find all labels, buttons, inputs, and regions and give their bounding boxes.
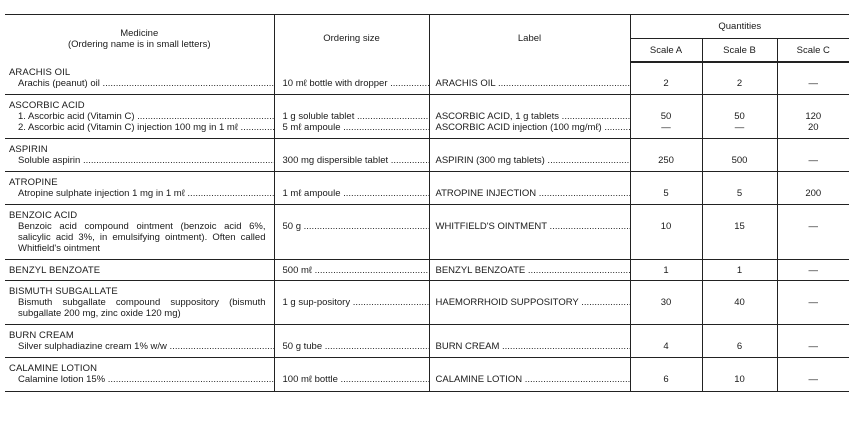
medicine-name: Calamine lotion 15% .....	[5, 374, 274, 392]
group-heading-row	[5, 325, 849, 342]
scale-b-value: —	[702, 122, 777, 139]
label-text: CALAMINE LOTION .....	[429, 374, 630, 392]
medicine-name: 2. Ascorbic acid (Vitamin C) injection 100 mg in 1 mℓ .....	[5, 122, 274, 139]
group-heading-row	[5, 205, 849, 222]
scale-a-value: 250	[630, 155, 702, 172]
scale-c-value: —	[777, 341, 849, 358]
group-heading-row	[5, 358, 849, 375]
medicine-name: 1. Ascorbic acid (Vitamin C) .....	[5, 111, 274, 122]
scale-c-value: —	[777, 297, 849, 325]
header-ordering-size: Ordering size	[274, 15, 429, 63]
scale-a-value: 5	[630, 188, 702, 205]
group-heading-row	[5, 139, 849, 156]
group-name: CALAMINE LOTION	[9, 363, 98, 374]
scale-a-value: 2	[630, 78, 702, 95]
group-name: ATROPINE	[9, 177, 58, 188]
header-scale-b: Scale B	[702, 39, 777, 63]
scale-b-value: 5	[702, 188, 777, 205]
header-quantities: Quantities	[630, 15, 849, 39]
group-name: BISMUTH SUBGALLATE	[9, 286, 118, 297]
medicine-name: Atropine sulphate injection 1 mg in 1 mℓ .....	[5, 188, 274, 205]
group-heading-row	[5, 95, 849, 112]
scale-b-value: 6	[702, 341, 777, 358]
group-heading-row	[5, 281, 849, 298]
table-row	[5, 188, 849, 205]
ordering-size: 300 mg dispersible tablet .....	[274, 155, 429, 172]
scale-a-value: 50	[630, 111, 702, 122]
group-heading-row	[5, 172, 849, 189]
header-label: Label	[429, 15, 630, 63]
scale-a-value: —	[630, 122, 702, 139]
scale-c-value: 20	[777, 122, 849, 139]
scale-c-value: —	[777, 78, 849, 95]
table-row	[5, 221, 849, 260]
group-name: ASPIRIN	[9, 144, 48, 155]
scale-a-value: 30	[630, 297, 702, 325]
medicine-name: Bismuth subgallate compound suppository (bismuth subgallate 200 mg, zinc oxide 120 mg)	[5, 297, 274, 325]
medicine-name: Soluble aspirin .....	[5, 155, 274, 172]
group-name: BENZOIC ACID	[9, 210, 78, 221]
scale-a-value: 10	[630, 221, 702, 260]
scale-a-value: 4	[630, 341, 702, 358]
ordering-size: 500 mℓ .....	[274, 260, 429, 281]
table-row	[5, 260, 849, 281]
ordering-size: 5 mℓ ampoule .....	[274, 122, 429, 139]
header-scale-a: Scale A	[630, 39, 702, 63]
label-text: HAEMORRHOID SUPPOSITORY .....	[429, 297, 630, 325]
group-heading-row	[5, 62, 849, 78]
ordering-size: 50 g tube .....	[274, 341, 429, 358]
label-text: WHITFIELD'S OINTMENT .....	[429, 221, 630, 260]
group-name: BURN CREAM	[9, 330, 74, 341]
scale-c-value: —	[777, 155, 849, 172]
table-row	[5, 78, 849, 95]
ordering-size: 1 g soluble tablet .....	[274, 111, 429, 122]
ordering-size: 1 g sup-pository .....	[274, 297, 429, 325]
ordering-size: 50 g .....	[274, 221, 429, 260]
header-medicine-title: Medicine	[120, 27, 159, 39]
ordering-size: 10 mℓ bottle with dropper .....	[274, 78, 429, 95]
label-text: BURN CREAM .....	[429, 341, 630, 358]
table-row	[5, 155, 849, 172]
scale-c-value: 120	[777, 111, 849, 122]
header-medicine	[5, 15, 274, 63]
scale-a-value: 6	[630, 374, 702, 392]
scale-b-value: 10	[702, 374, 777, 392]
group-name: ASCORBIC ACID	[9, 100, 85, 111]
header-medicine-subtitle: (Ordering name is in small letters)	[67, 38, 211, 50]
table-row	[5, 122, 849, 139]
scale-c-value: —	[777, 374, 849, 392]
scale-b-value: 15	[702, 221, 777, 260]
label-text: ASCORBIC ACID, 1 g tablets .....	[429, 111, 630, 122]
table-row	[5, 374, 849, 392]
label-text: BENZYL BENZOATE .....	[429, 260, 630, 281]
table-row	[5, 341, 849, 358]
label-text: ASPIRIN (300 mg tablets) .....	[429, 155, 630, 172]
ordering-size: 100 mℓ bottle .....	[274, 374, 429, 392]
ordering-size: 1 mℓ ampoule .....	[274, 188, 429, 205]
group-name: BENZYL BENZOATE	[5, 260, 274, 281]
medicine-table	[5, 14, 849, 392]
scale-b-value: 2	[702, 78, 777, 95]
table-row	[5, 297, 849, 325]
medicine-name: Benzoic acid compound ointment (benzoic acid 6%, salicylic acid 3%, in emulsifying ointment). Often called Whitfield's ointment	[5, 221, 274, 260]
scale-a-value: 1	[630, 260, 702, 281]
group-name: ARACHIS OIL	[9, 67, 71, 78]
header-scale-c: Scale C	[777, 39, 849, 63]
scale-c-value: —	[777, 221, 849, 260]
scale-c-value: —	[777, 260, 849, 281]
scale-b-value: 40	[702, 297, 777, 325]
label-text: ARACHIS OIL .....	[429, 78, 630, 95]
medicine-name: Arachis (peanut) oil .....	[5, 78, 274, 95]
label-text: ASCORBIC ACID injection (100 mg/mℓ) .....	[429, 122, 630, 139]
label-text: ATROPINE INJECTION .....	[429, 188, 630, 205]
table-row	[5, 111, 849, 122]
medicine-name: Silver sulphadiazine cream 1% w/w .....	[5, 341, 274, 358]
scale-b-value: 50	[702, 111, 777, 122]
scale-c-value: 200	[777, 188, 849, 205]
scale-b-value: 1	[702, 260, 777, 281]
scale-b-value: 500	[702, 155, 777, 172]
